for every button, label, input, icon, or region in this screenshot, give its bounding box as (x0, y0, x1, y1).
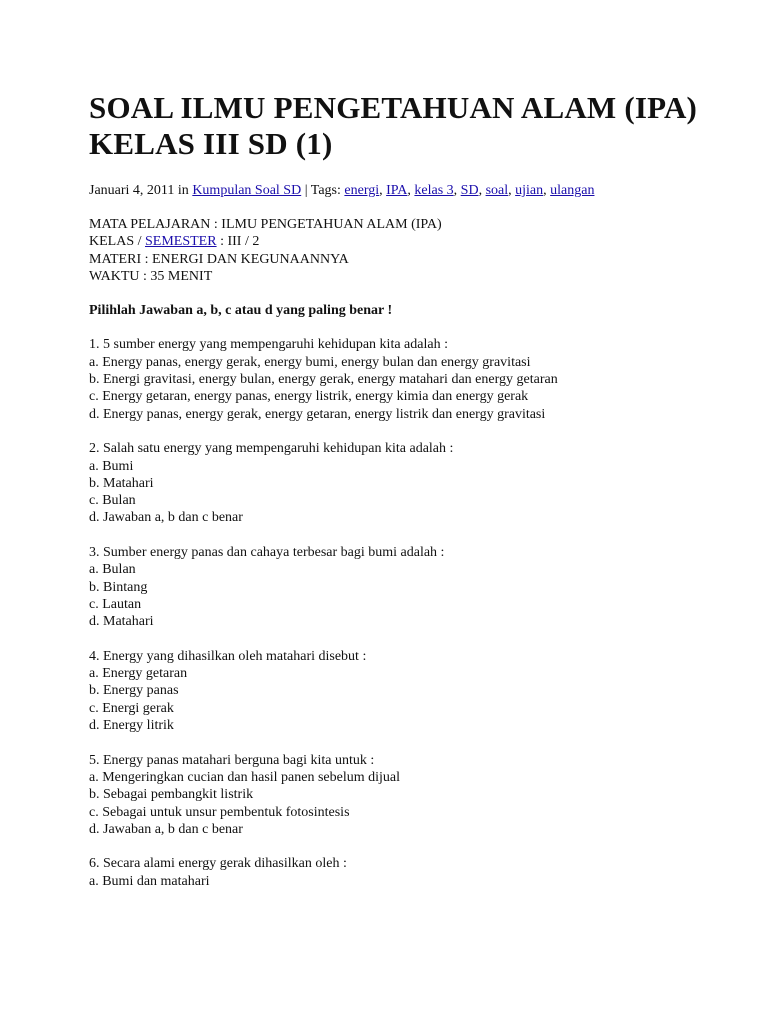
category-link[interactable]: Kumpulan Soal SD (192, 183, 302, 198)
answer-option: b. Matahari (89, 475, 154, 491)
answer-option: b. Energi gravitasi, energy bulan, energy gerak, energy matahari dan energy getaran (89, 372, 558, 388)
question-item (89, 440, 749, 526)
tag-link[interactable]: energi (344, 183, 380, 198)
tag-separator: , (508, 183, 516, 198)
tag-separator: , (379, 183, 387, 198)
tag-link[interactable]: ujian (515, 183, 544, 198)
question-text: 6. Secara alami energy gerak dihasilkan oleh : (89, 856, 347, 872)
time-line: WAKTU : 35 MENIT (89, 268, 213, 284)
question-list (89, 336, 749, 890)
question-text: 2. Salah satu energy yang mempengaruhi kehidupan kita adalah : (89, 441, 454, 457)
question-text: 4. Energy yang dihasilkan oleh matahari disebut : (89, 648, 367, 664)
post-meta (89, 182, 749, 199)
answer-option: a. Energy getaran (89, 666, 188, 682)
question-item (89, 855, 749, 890)
question-text: 3. Sumber energy panas dan cahaya terbesar bagi bumi adalah : (89, 545, 445, 561)
answer-option: a. Bulan (89, 562, 136, 578)
tags-label: | Tags: (301, 183, 345, 198)
question-text: 5. Energy panas matahari berguna bagi kita untuk : (89, 752, 375, 768)
tag-link[interactable]: ulangan (550, 183, 595, 198)
answer-option: c. Bulan (89, 493, 136, 509)
title-line-1: SOAL ILMU PENGETAHUAN ALAM (IPA) (89, 90, 698, 125)
title-line-2: KELAS III SD (1) (89, 126, 333, 161)
question-item (89, 752, 749, 838)
tag-separator: , (407, 183, 415, 198)
tag-list (344, 183, 594, 198)
page-title (89, 90, 749, 162)
exam-info (89, 216, 749, 285)
document-page (89, 90, 749, 890)
class-prefix: KELAS / (89, 234, 145, 250)
answer-option: b. Bintang (89, 579, 148, 595)
answer-option: d. Jawaban a, b dan c benar (89, 510, 243, 526)
answer-option: b. Energy panas (89, 683, 179, 699)
material-line: MATERI : ENERGI DAN KEGUNAANNYA (89, 251, 349, 267)
answer-option: d. Energy litrik (89, 718, 174, 734)
post-date: Januari 4, 2011 in (89, 183, 193, 198)
question-item (89, 336, 749, 422)
tag-separator: , (543, 183, 551, 198)
semester-link[interactable]: SEMESTER (145, 234, 217, 250)
class-semester-line (89, 233, 749, 250)
tag-separator: , (478, 183, 486, 198)
answer-option: c. Lautan (89, 596, 142, 612)
tag-link[interactable]: soal (485, 183, 509, 198)
answer-option: a. Energy panas, energy gerak, energy bumi, energy bulan dan energy gravitasi (89, 354, 531, 370)
subject-line: MATA PELAJARAN : ILMU PENGETAHUAN ALAM (IPA) (89, 217, 442, 232)
answer-option: c. Energi gerak (89, 700, 174, 716)
answer-option: d. Energy panas, energy gerak, energy getaran, energy listrik dan energy gravitasi (89, 406, 546, 422)
question-item (89, 544, 749, 630)
answer-option: c. Sebagai untuk unsur pembentuk fotosintesis (89, 804, 350, 820)
tag-link[interactable]: kelas 3 (414, 183, 454, 198)
class-suffix: : III / 2 (216, 234, 260, 250)
answer-option: a. Bumi (89, 458, 134, 474)
answer-option: d. Jawaban a, b dan c benar (89, 821, 243, 837)
question-text: 1. 5 sumber energy yang mempengaruhi kehidupan kita adalah : (89, 337, 448, 353)
tag-link[interactable]: SD (460, 183, 479, 198)
answer-option: d. Matahari (89, 614, 154, 630)
answer-option: c. Energy getaran, energy panas, energy listrik, energy kimia dan energy gerak (89, 389, 529, 405)
tag-link[interactable]: IPA (386, 183, 408, 198)
instruction-text: Pilihlah Jawaban a, b, c atau d yang paling benar ! (89, 303, 393, 319)
answer-option: a. Bumi dan matahari (89, 873, 210, 889)
answer-option: a. Mengeringkan cucian dan hasil panen sebelum dijual (89, 769, 401, 785)
tag-separator: , (453, 183, 461, 198)
question-item (89, 648, 749, 734)
answer-option: b. Sebagai pembangkit listrik (89, 787, 254, 803)
